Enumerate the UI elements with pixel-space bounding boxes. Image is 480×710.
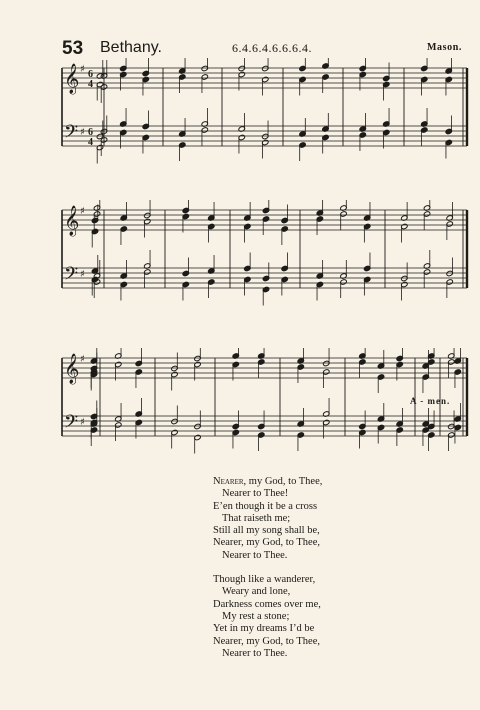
verse-line: Nearer to Thee! — [222, 488, 289, 500]
bass-clef-icon: 𝄢 — [64, 122, 79, 147]
hymn-header — [62, 38, 462, 58]
verse-line: Nearer, my God, to Thee, — [213, 476, 323, 487]
hymn-composer: Mason. — [427, 42, 462, 53]
verse-line: Nearer, my God, to Thee, — [213, 537, 320, 549]
score-system-2 — [0, 200, 480, 310]
verse-line: Nearer, my God, to Thee, — [213, 635, 320, 647]
verse-line: Still all my song shall be, — [213, 525, 320, 537]
verse-line: E’en though it be a cross — [213, 500, 318, 512]
stanza — [213, 476, 413, 562]
sharp-icon: ♯ — [80, 206, 85, 217]
music-system-1 — [0, 58, 480, 168]
music-system-2 — [0, 200, 480, 310]
verse-line: Nearer to Thee. — [222, 549, 288, 561]
verse-line: That raiseth me; — [222, 512, 291, 524]
sharp-icon: ♯ — [80, 354, 85, 365]
verse-line: Nearer to Thee. — [222, 647, 288, 659]
hymn-number: 53 — [62, 38, 84, 59]
bass-clef-icon: 𝄢 — [64, 264, 79, 289]
verse-line: Weary and lone, — [222, 586, 291, 598]
score-system-3 — [0, 348, 480, 458]
verse-line: My rest a stone; — [222, 610, 290, 622]
hymn-verses — [213, 476, 413, 672]
treble-clef-icon: 𝄞 — [64, 354, 80, 384]
verse-line: Though like a wanderer, — [213, 574, 316, 586]
sharp-icon: ♯ — [80, 127, 85, 138]
sharp-icon: ♯ — [80, 417, 85, 428]
sharp-icon: ♯ — [80, 64, 85, 75]
time-signature-top: 6 — [88, 127, 93, 138]
stanza — [213, 574, 413, 660]
hymn-title: Bethany. — [100, 39, 162, 56]
treble-clef-icon: 𝄞 — [64, 206, 80, 236]
bass-clef-icon: 𝄢 — [64, 412, 79, 437]
verse-line: Yet in my dreams I’d be — [213, 623, 315, 635]
music-system-3 — [0, 348, 480, 458]
time-signature-bottom: 4 — [88, 79, 93, 90]
amen-label: A - men. — [410, 396, 451, 406]
hymn-meter: 6.4.6.4.6.6.6.4. — [232, 41, 312, 55]
sharp-icon: ♯ — [80, 269, 85, 280]
score-system-1 — [0, 58, 480, 168]
time-signature-bottom: 4 — [88, 137, 93, 148]
treble-clef-icon: 𝄞 — [64, 64, 80, 94]
verse-line: Darkness comes over me, — [213, 598, 321, 610]
time-signature-top: 6 — [88, 69, 93, 80]
